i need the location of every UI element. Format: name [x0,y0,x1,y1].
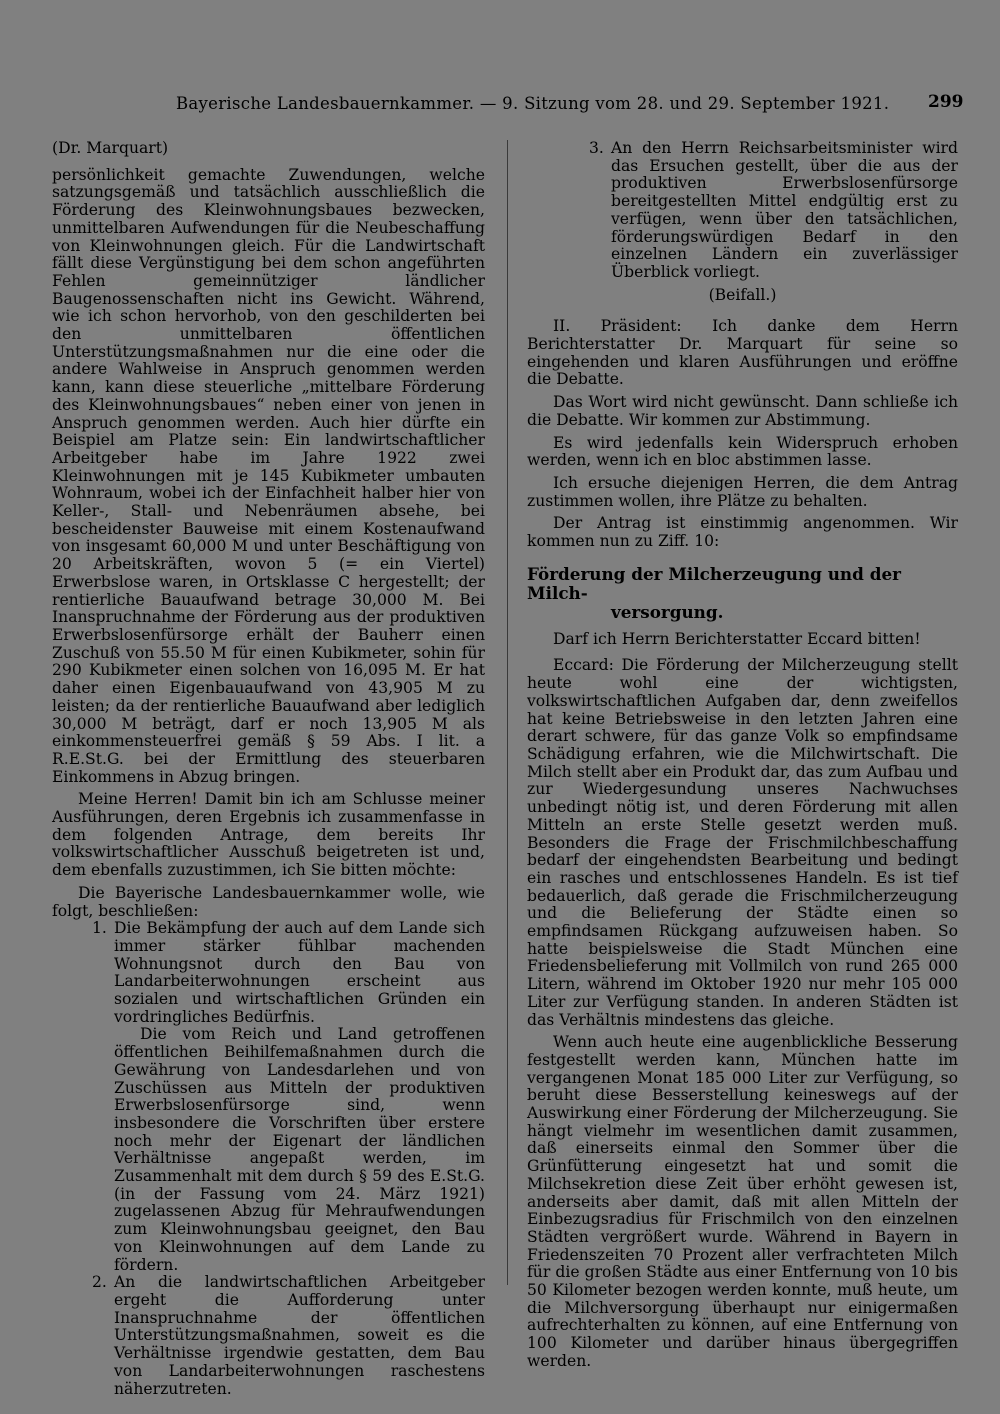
speaker-name: (Dr. Marquart) [52,139,169,157]
paragraph: Meine Herren! Damit bin ich am Schlusse meiner Ausführungen, deren Ergebnis ich zusammenfasse in dem folgenden Antrage, dem bereits Ihr volkswirtschaftlicher Ausschuß beigetreten ist und, dem ebenfalls zuzustimmen, ich Sie bitten möchte: [52,790,485,880]
paragraph: Der Antrag ist einstimmig angenommen. Wir kommen nun zu Ziff. 10: [527,514,958,551]
eccard-statement: Eccard: Die Förderung der Milcherzeugung stellt heute wohl eine der wichtigsten, volkswirtschaftlichen Aufgaben dar, denn zweifellos hat keine Betriebsweise in den letzten Jahren eine derart schwere, für das ganze Volk so empfindsame Schädigung erfahren, wie die Milchwirtschaft. Die Milch stellt aber ein Produkt dar, das zum Aufbau und zur Wiedergesundung unseres Nachwuchses unbedingt nötig ist, und deren Förderung mit allen Mitteln an erste Stelle gesetzt werden muß. Besonders die Frage der Frischmilchbeschaffung bedarf der eingehendsten Bearbeitung und bedingt ein rasches und entschlossenes Handeln. Es ist tief bedauerlich, daß gerade die Frischmilcherzeugung und die Belieferung der Städte einen so empfindsamen Rückgang aufzuweisen haben. So hatte beispielsweise die Stadt München eine Friedensbelieferung mit Vollmilch von rund 265 000 Litern, während im Oktober 1920 nur mehr 105 000 Liter zur Verfügung standen. In anderen Städten ist das Verhältnis mindestens das gleiche. [527,656,958,1029]
paragraph: persönlichkeit gemachte Zuwendungen, welche satzungsgemäß und tatsächlich ausschließlich die Förderung des Kleinwohnungsbaues bezwecken, unmittelbaren Aufwendungen für die Neubeschaffung von Kleinwohnungen gleich. Für die Landwirtschaft fällt diese Vergünstigung bei dem schon angeführten Fehlen gemeinnütziger ländlicher Baugenossenschaften nicht ins Gewicht. Während, wie ich schon hervorhob, von den geschilderten bei den unmittelbaren öffentlichen Unterstützungsmaßnahmen nur die eine oder die andere Wahlweise in Anspruch genommen werden kann, kann diese steuerliche „mittelbare Förderung des Kleinwohnungsbaues“ neben einer von jenen in Anspruch genommen werden. Auch hier dürfte ein Beispiel am Platze sein: Ein landwirtschaftlicher Arbeitgeber habe im Jahre 1922 zwei Kleinwohnungen mit je 145 Kubikmeter umbauten Wohnraum, wobei ich der Einfachheit halber hier von Keller-, Stall- und Nebenräumen absehe, bei bescheidenster Bauweise mit einem Kostenaufwand von insgesamt 60,000 M und unter Beschäftigung von 20 Arbeitskräften, wovon 5 (= ein Viertel) Erwerbslose waren, in Ortsklasse C hergestellt; der rentierliche Bauaufwand betrage 30,000 M. Bei Inanspruchnahme der Förderung aus der produktiven Erwerbslosenfürsorge erhält der Bauherr einen Zuschuß von 55.50 M für einen Kubikmeter, sohin für 290 Kubikmeter einen solchen von 16,095 M. Er hat daher einen Eigenbauaufwand von 43,905 M zu leisten; da der rentierliche Bauaufwand aber lediglich 30,000 M beträgt, darf er noch 13,905 M als einkommensteuerfrei gemäß § 59 Abs. I lit. a R.E.St.G. bei der Ermittlung des steuerbaren Einkommens in Abzug bringen. [52,165,485,786]
motion-intro: Die Bayerische Landesbauernkammer wolle, wie folgt, beschließen: [52,883,485,920]
left-column [52,140,485,1398]
motion-item-number: 2. [92,1273,107,1292]
motion-item-number: 3. [589,139,604,157]
paragraph: Das Wort wird nicht gewünscht. Dann schließe ich die Debatte. Wir kommen zur Abstimmung. [527,393,958,429]
page-number: 299 [928,92,964,112]
paragraph: Ich ersuche diejenigen Herren, die dem Antrag zustimmen wollen, ihre Plätze zu behalten. [527,473,958,510]
motion-item-2 [92,1273,485,1398]
motion-item-3 [589,139,958,282]
column-divider [507,140,508,1285]
motion-item-text: Die Bekämpfung der auch auf dem Lande sich immer stärker fühlbar machenden Wohnungsnot durch den Bau von Landarbeiterwohnungen erscheint aus sozialen und wirtschaftlichen Gründen ein vordringliches Bedürfnis. [114,919,485,1026]
motion-item-number: 1. [92,919,107,938]
motion-item-1-continuation: Die vom Reich und Land getroffenen öffentlichen Beihilfemaßnahmen durch die Gewährung von Landesdarlehen und von Zuschüssen aus Mitteln der produktiven Erwerbslosenfürsorge sind, wenn insbesondere die Vorschriften über erstere noch mehr der Eigenart der ländlichen Verhältnisse angepaßt werden, im Zusammenhalt mit dem durch § 59 des E.St.G. (in der Fassung vom 24. März 1921) zugelassenen Abzug für Mehraufwendungen zum Kleinwohnungsbau geeignet, den Bau von Kleinwohnungen auf dem Lande zu fördern. [114,1025,485,1274]
running-header: Bayerische Landesbauernkammer. — 9. Sitzung vom 28. und 29. September 1921. [176,94,890,113]
applause-note: (Beifall.) [708,285,777,304]
motion-item-text: An die landwirtschaftlichen Arbeitgeber ergeht die Aufforderung unter Inanspruchnahme der öffentlichen Unterstützungsmaßnahmen, soweit es die Verhältnisse irgendwie gestatten, dem Bau von Landarbeiterwohnungen raschestens näherzutreten. [114,1273,485,1398]
motion-item-1 [92,919,485,1026]
paragraph: Darf ich Herrn Berichterstatter Eccard bitten! [553,629,921,648]
paragraph: Es wird jedenfalls kein Widerspruch erhoben werden, wenn ich en bloc abstimmen lasse. [527,433,958,470]
section-heading-line: Förderung der Milcherzeugung und der Milch- [527,563,901,603]
section-heading [527,565,958,622]
paragraph: Wenn auch heute eine augenblickliche Besserung festgestellt werden kann, München hatte im vergangenen Monat 185 000 Liter zur Verfügung, so beruht diese Besserstellung keineswegs auf der Auswirkung einer Förderung der Milcherzeugung. Sie hängt vielmehr im wesentlichen damit zusammen, daß einerseits einmal den Sommer über die Grünfütterung eingesetzt hat und somit die Milchsekretion diese Zeit über erhöht gewesen ist, anderseits aber damit, daß mit allen Mitteln der Einbezugsradius für Frischmilch von den einzelnen Städten vergrößert wurde. Während in Bayern in Friedenszeiten 70 Prozent aller verfrachteten Milch für die großen Städte aus einer Entfernung von 10 bis 50 Kilometer bezogen werden konnte, muß heute, um die Milchversorgung überhaupt nur einigermaßen aufrechterhalten zu können, auf eine Entfernung von 100 Kilometer und darüber hinaus übergegriffen werden. [527,1033,958,1370]
right-column [527,140,958,1371]
section-heading-line: versorgung. [611,601,724,622]
president-statement: II. Präsident: Ich danke dem Herrn Berichterstatter Dr. Marquart für seine so eingehenden und klaren Ausführungen und eröffne die Debatte. [527,317,958,389]
motion-item-text: An den Herrn Reichsarbeitsminister wird das Ersuchen gestellt, über die aus der produktiven Erwerbslosenfürsorge bereitgestellten Mittel endgültig erst zu verfügen, wenn über den tatsächlichen, förderungswürdigen Bedarf in den einzelnen Ländern ein zuverlässiger Überblick vorliegt. [611,139,958,281]
